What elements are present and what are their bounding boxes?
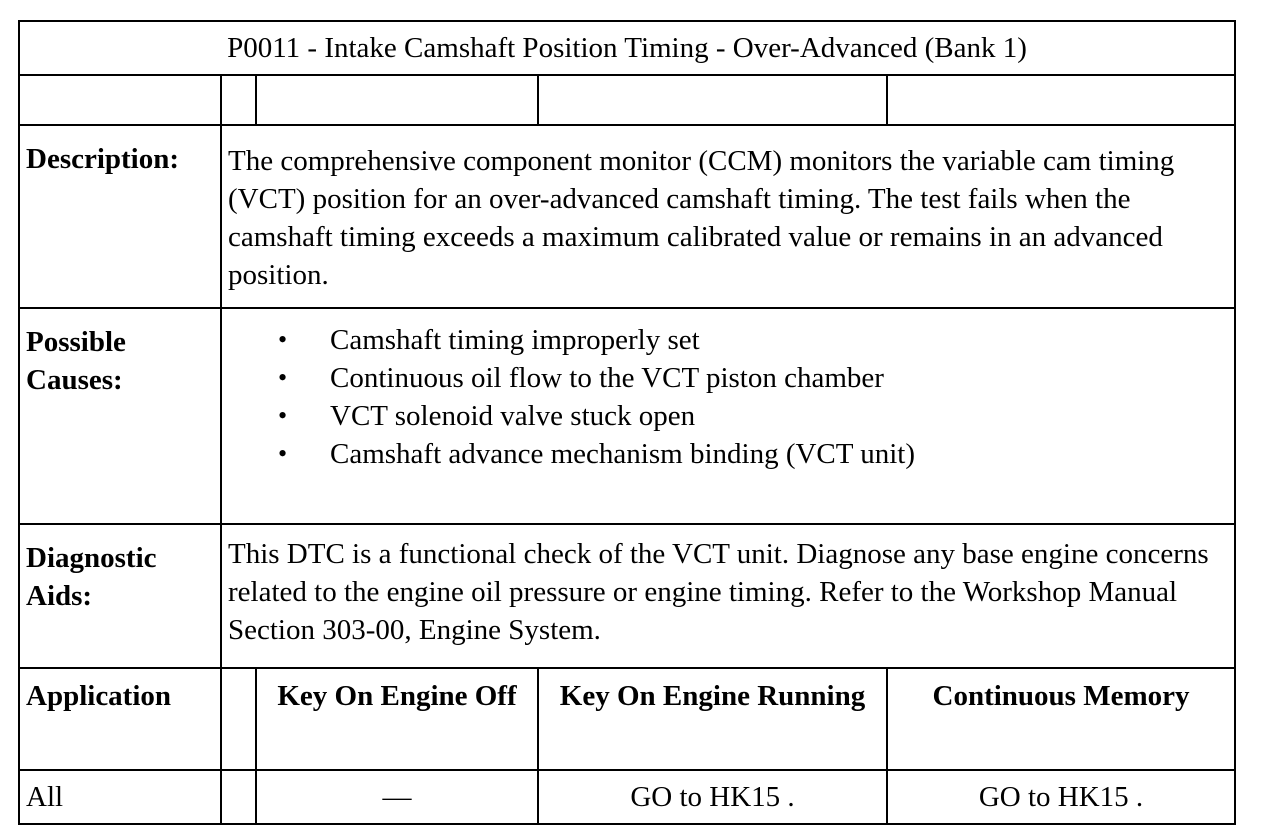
continuous-memory-value: GO to HK15 . — [887, 770, 1235, 824]
cause-item: • Continuous oil flow to the VCT piston chamber — [330, 359, 1228, 397]
empty-row — [19, 75, 1235, 125]
empty-cell — [19, 75, 221, 125]
description-row — [19, 125, 1235, 308]
koeo-value: — — [256, 770, 538, 824]
application-label: Application — [19, 668, 221, 770]
description-text: The comprehensive component monitor (CCM) monitors the variable cam timing (VCT) position for an over-advanced camshaft timing. The test fails when the camshaft timing exceeds a maximum calibrated value or remains in an advanced position. — [221, 125, 1235, 308]
possible-causes-label-line1: Possible — [26, 326, 126, 358]
application-header-row — [19, 668, 1235, 770]
empty-cell — [538, 75, 887, 125]
spacer-cell — [221, 668, 256, 770]
empty-cell — [221, 75, 256, 125]
dtc-table — [18, 20, 1236, 825]
possible-causes-list-cell — [221, 308, 1235, 524]
page-title: P0011 - Intake Camshaft Position Timing - Over-Advanced (Bank 1) — [19, 21, 1235, 75]
possible-causes-row — [19, 308, 1235, 524]
column-header-koer: Key On Engine Running — [538, 668, 887, 770]
application-row-label: All — [19, 770, 221, 824]
empty-cell — [887, 75, 1235, 125]
diagnostic-aids-label-line2: Aids: — [26, 580, 93, 612]
application-row — [19, 770, 1235, 824]
possible-causes-label-line2: Causes: — [26, 364, 123, 396]
cause-item: • Camshaft timing improperly set — [330, 321, 1228, 359]
spacer-cell — [221, 770, 256, 824]
possible-causes-label — [19, 308, 221, 524]
possible-causes-list — [228, 321, 1228, 473]
cause-item: • VCT solenoid valve stuck open — [330, 397, 1228, 435]
diagnostic-aids-label — [19, 524, 221, 668]
diagnostic-aids-text: This DTC is a functional check of the VCT unit. Diagnose any base engine concerns related to the engine oil pressure or engine timing. Refer to the Workshop Manual Section 303-00, Engine System. — [221, 524, 1235, 668]
cause-item: • Camshaft advance mechanism binding (VCT unit) — [330, 435, 1228, 473]
column-header-continuous-memory: Continuous Memory — [887, 668, 1235, 770]
diagnostic-aids-label-line1: Diagnostic — [26, 542, 157, 574]
diagnostic-aids-row — [19, 524, 1235, 668]
description-label: Description: — [19, 125, 221, 308]
title-row — [19, 21, 1235, 75]
column-header-koeo: Key On Engine Off — [256, 668, 538, 770]
empty-cell — [256, 75, 538, 125]
koer-value: GO to HK15 . — [538, 770, 887, 824]
